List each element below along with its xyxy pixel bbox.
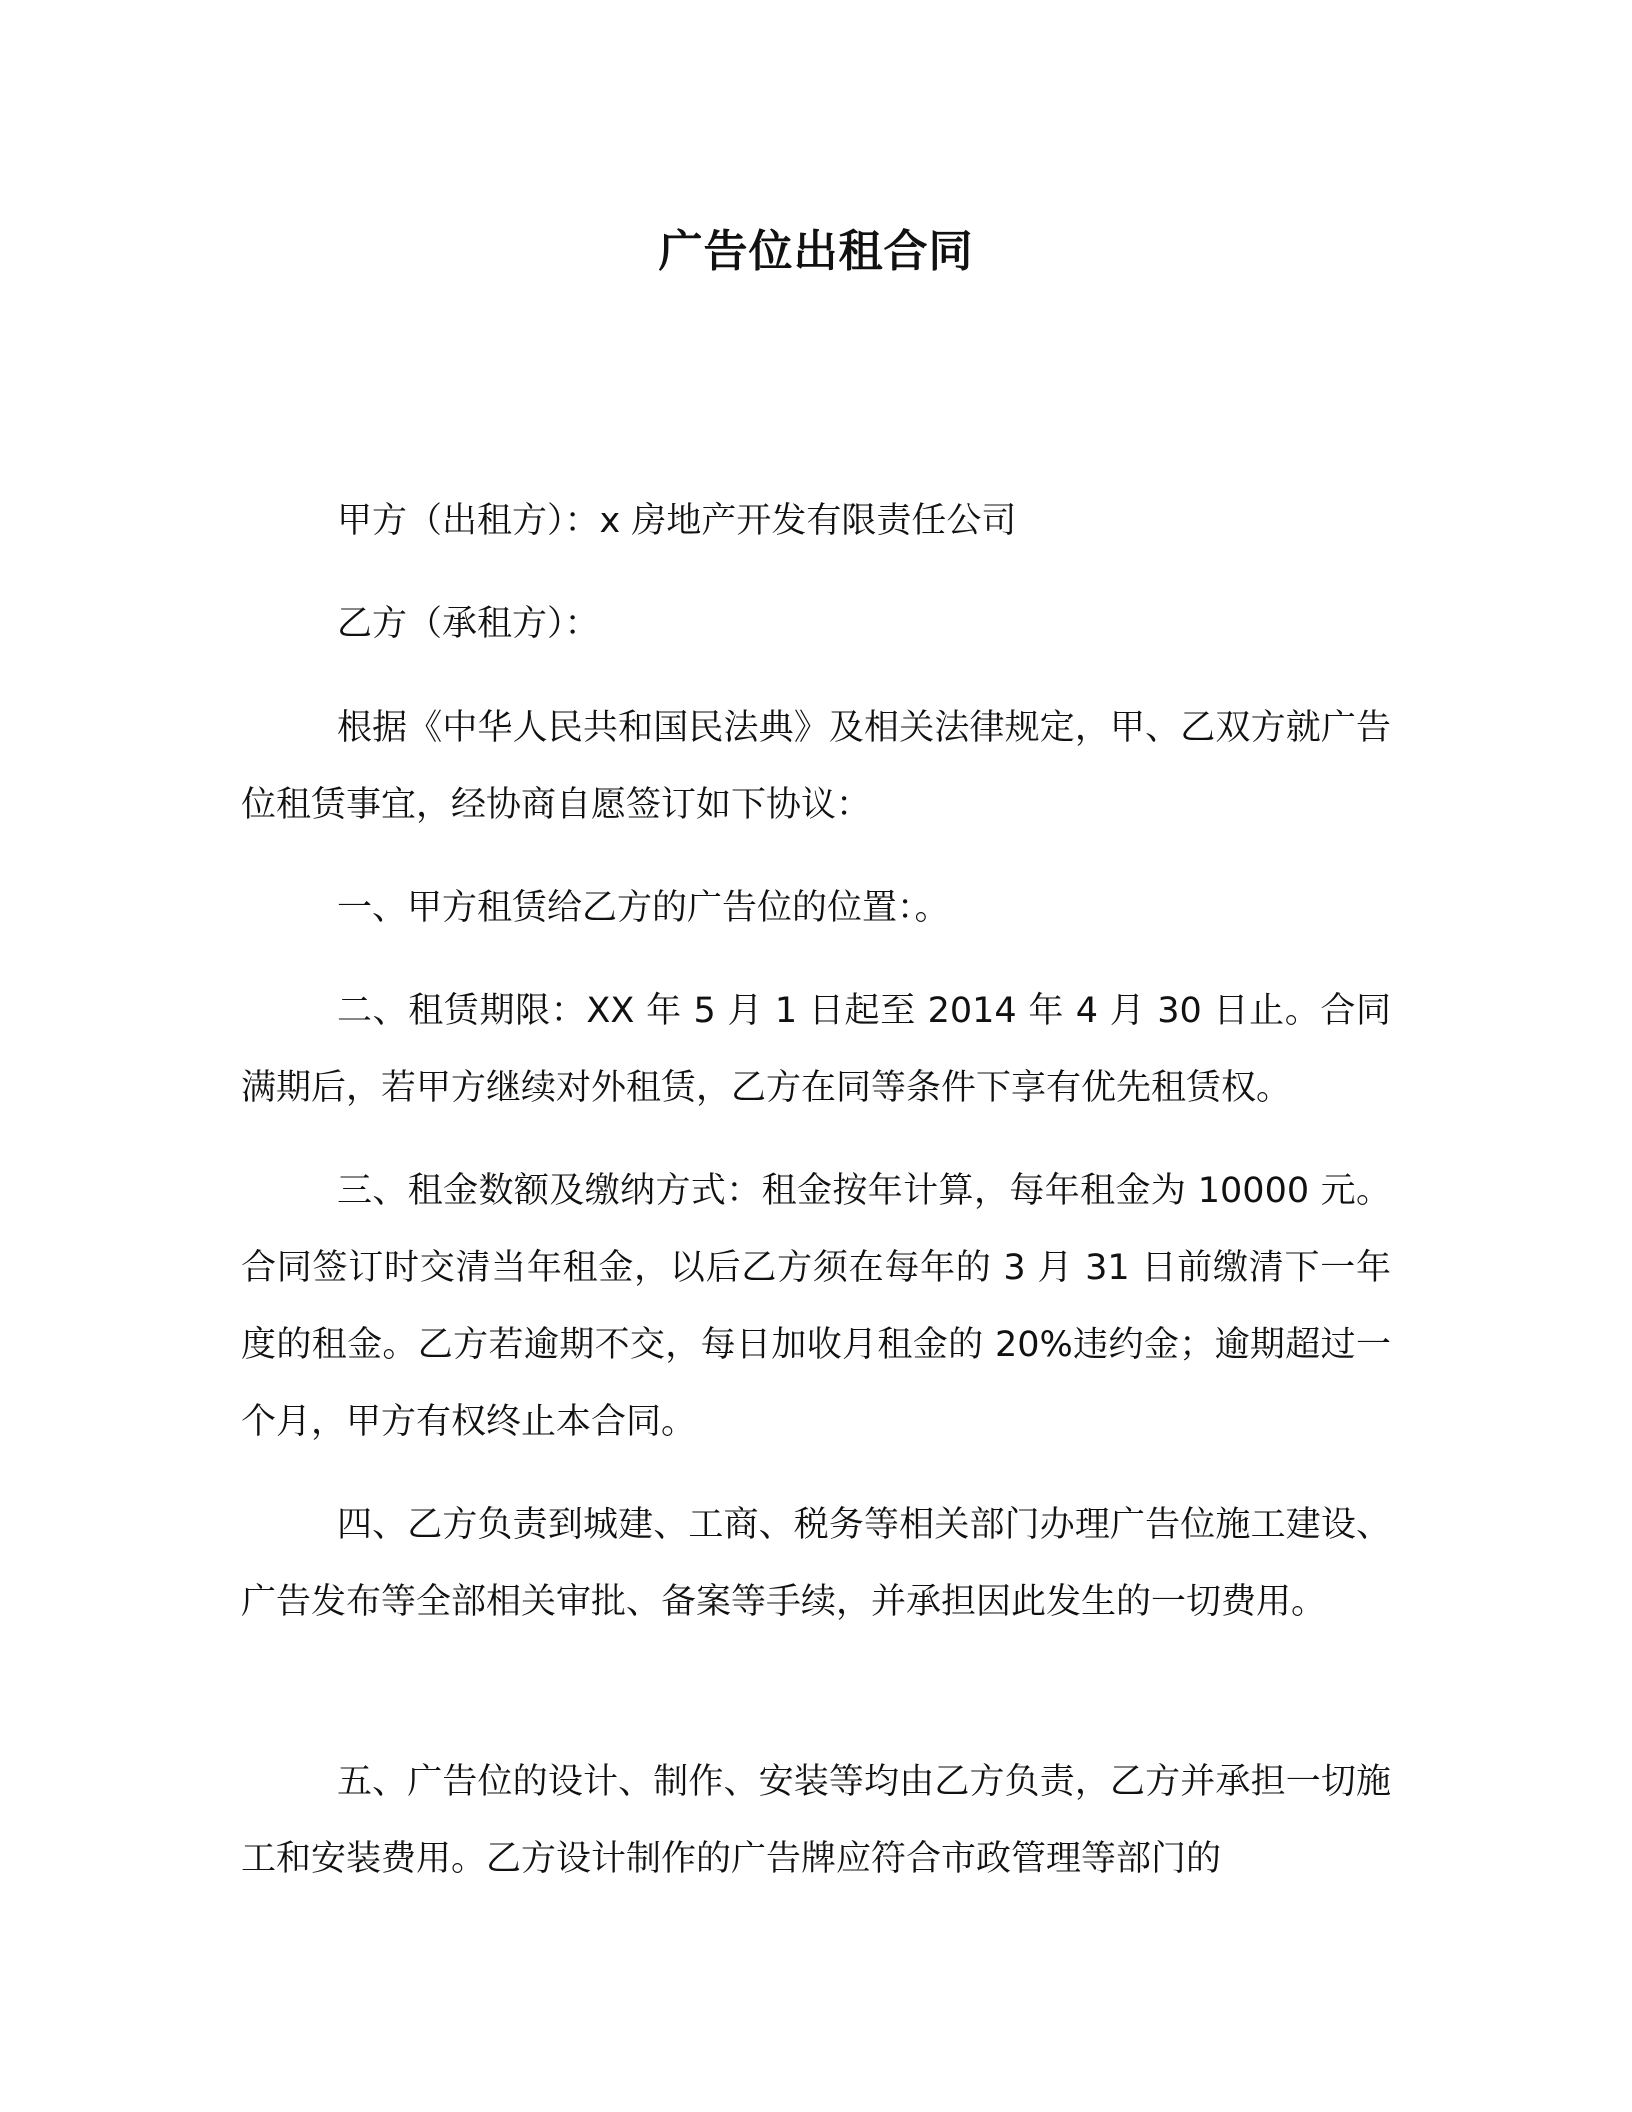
party-a-line: 甲方（出租方）：x 房地产开发有限责任公司	[337, 501, 1017, 541]
clause-5: 五、广告位的设计、制作、安装等均由乙方负责，乙方并承担一切施工和安装费用。乙方设计制作的广告牌应符合市政管理等部门的	[241, 1762, 1391, 1879]
document-title: 广告位出租合同	[658, 226, 974, 277]
party-b-line: 乙方（承租方）：	[337, 604, 600, 644]
clause-4: 四、乙方负责到城建、工商、税务等相关部门办理广告位施工建设、广告发布等全部相关审批、备案等手续，并承担因此发生的一切费用。	[241, 1505, 1391, 1622]
clause-2: 二、租赁期限：XX 年 5 月 1 日起至 2014 年 4 月 30 日止。合同满期后，若甲方继续对外租赁，乙方在同等条件下享有优先租赁权。	[241, 991, 1391, 1108]
clause-3: 三、租金数额及缴纳方式：租金按年计算，每年租金为 10000 元。合同签订时交清当年租金，以后乙方须在每年的 3 月 31 日前缴清下一年度的租金。乙方若逾期不交，每日加收月租金的 20%违约金；逾期超过一个月，甲方有权终止本合同。	[241, 1171, 1391, 1442]
clause-1: 一、甲方租赁给乙方的广告位的位置：。	[337, 888, 950, 928]
intro-paragraph: 根据《中华人民共和国民法典》及相关法律规定，甲、乙双方就广告位租赁事宜，经协商自愿签订如下协议：	[241, 708, 1391, 825]
